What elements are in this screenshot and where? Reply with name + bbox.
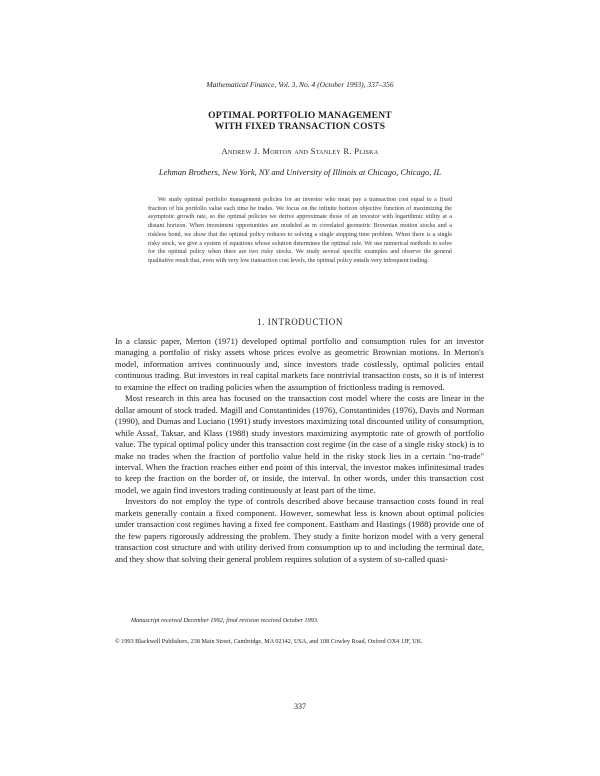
copyright-notice: © 1993 Blackwell Publishers, 238 Main Street, Cambridge, MA 02142, USA, and 108 Cowley Road, Oxford OX4 1JF, UK. [115,638,423,645]
page-number: 337 [294,702,306,711]
body-paragraph: Most research in this area has focused on the transaction cost model where the costs are linear in the dollar amount of stock traded. Magill and Constantinides (1976), Constantinides (1976), Davis and Norman (1990), and Dumas and Luciano (1991) study investors maximizing total discounted utility of consumption, while Assaf, Taksar, and Klass (1988) study investors maximizing asymptotic rate of growth of portfolio value. The typical optimal policy under this transaction cost regime (in the case of a single risky stock) is to make no trades when the fraction of portfolio value held in the risky stock lies in a certain "no-trade" interval. When the fraction reaches either end point of this interval, the investor makes infinitesimal trades to keep the fraction on the border of, or inside, the interval. In other words, under this transaction cost model, we again find investors trading continuously at least part of the time. [115,393,484,495]
abstract: We study optimal portfolio management policies for an investor who must pay a transaction cost equal to a fixed fraction of his portfolio value each time he trades. We focus on the infinite horizon objective function of maximizing the asymptotic growth rate, so the optimal policies we derive approximate those of an investor with logarithmic utility at a distant horizon. When investment opportunities are modeled as m correlated geometric Brownian motion stocks and a riskless bond, we show that the optimal policy reduces to solving a single stopping time problem. When there is a single risky stock, we give a system of equations whose solution determines the optimal rule. We use numerical methods to solve for the optimal policy when there are two risky stocks. We study several specific examples and observe the general qualitative result that, even with very low transaction cost levels, the optimal policy entails very infrequent trading. [148,197,452,264]
title-line-1: OPTIMAL PORTFOLIO MANAGEMENT [208,111,392,121]
manuscript-received-note: Manuscript received December 1992; final revision received October 1993. [131,617,319,624]
author-affiliation: Lehman Brothers, New York, NY and University of Illinois at Chicago, Chicago, IL [158,167,442,177]
body-paragraph: Investors do not employ the type of controls described above because transaction costs found in real markets generally contain a fixed component. However, somewhat less is known about optimal policies under transaction cost regimes having a fixed fee component. Eastham and Hastings (1988) provide one of the few papers rigorously addressing the problem. They study a finite horizon model with a very general transaction cost structure and with utility derived from consumption up to and including the terminal date, and they show that solving their general problem requires solution of a system of so-called quasi- [115,496,484,564]
journal-header: Mathematical Finance, Vol. 3, No. 4 (October 1993), 337–356 [206,80,394,89]
section-heading-introduction: 1. INTRODUCTION [257,317,343,327]
title-line-2: WITH FIXED TRANSACTION COSTS [214,122,386,132]
paper-title [0,111,600,133]
body-paragraph: In a classic paper, Merton (1971) developed optimal portfolio and consumption rules for an investor managing a portfolio of risky assets whose prices evolve as geometric Brownian motions. In Merton's model, information arrives continuously and, since investors trade costlessly, optimal policies entail continuous trading. But investors in real capital markets face nontrivial transaction costs, so it is of interest to examine the effect on trading policies when the assumption of frictionless trading is removed. [115,336,484,392]
paper-authors: Andrew J. Morton and Stanley R. Pliska [221,146,379,156]
body-text [115,336,484,565]
